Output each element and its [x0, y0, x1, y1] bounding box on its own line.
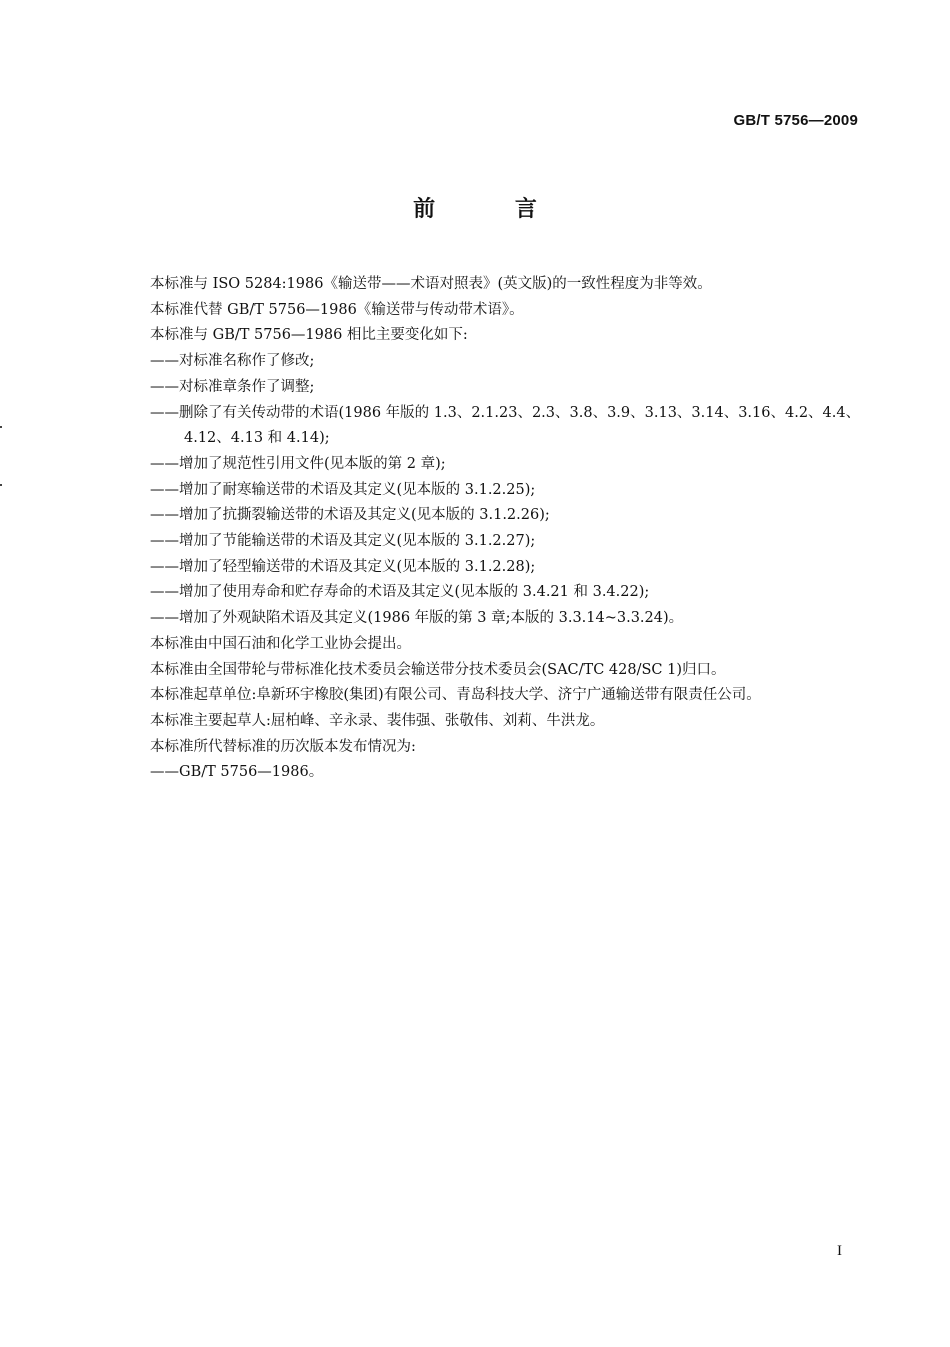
page-number: I	[837, 1243, 842, 1259]
paragraph-committee: 本标准由全国带轮与带标准化技术委员会输送带分技术委员会(SAC/TC 428/SC 1)归口。	[150, 661, 726, 678]
change-item: ——对标准名称作了修改;	[150, 353, 315, 370]
paragraph-drafters: 本标准主要起草人:屈柏峰、辛永录、裴伟强、张敬伟、刘莉、牛洪龙。	[150, 712, 605, 729]
change-item: ——增加了规范性引用文件(见本版的第 2 章);	[150, 455, 446, 472]
margin-mark	[0, 484, 2, 486]
paragraph-replaces: 本标准代替 GB/T 5756—1986《输送带与传动带术语》。	[150, 301, 524, 318]
standard-code: GB/T 5756—2009	[733, 112, 858, 129]
paragraph-consistency: 本标准与 ISO 5284:1986《输送带——术语对照表》(英文版)的一致性程度为非等效。	[150, 276, 712, 292]
change-item: ——增加了抗撕裂输送带的术语及其定义(见本版的 3.1.2.26);	[150, 507, 550, 524]
change-item-continuation: 4.12、4.13 和 4.14);	[184, 430, 330, 447]
change-item: ——增加了节能输送带的术语及其定义(见本版的 3.1.2.27);	[150, 533, 536, 550]
change-item: ——增加了使用寿命和贮存寿命的术语及其定义(见本版的 3.4.21 和 3.4.22);	[150, 584, 650, 601]
change-item: ——增加了轻型输送带的术语及其定义(见本版的 3.1.2.28);	[150, 558, 536, 575]
page-title: 前 言	[413, 197, 573, 222]
change-item: ——删除了有关传动带的术语(1986 年版的 1.3、2.1.23、2.3、3.8、3.9、3.13、3.14、3.16、4.2、4.4、	[150, 404, 861, 421]
paragraph-history-intro: 本标准所代替标准的历次版本发布情况为:	[150, 738, 416, 755]
change-item: ——对标准章条作了调整;	[150, 378, 315, 395]
margin-mark	[0, 426, 2, 428]
paragraph-changes-intro: 本标准与 GB/T 5756—1986 相比主要变化如下:	[150, 327, 468, 344]
foreword-body	[150, 272, 870, 786]
paragraph-proposer: 本标准由中国石油和化学工业协会提出。	[150, 635, 411, 652]
change-item: ——增加了外观缺陷术语及其定义(1986 年版的第 3 章;本版的 3.3.14~3.3.24)。	[150, 610, 684, 627]
paragraph-drafting-units: 本标准起草单位:阜新环宇橡胶(集团)有限公司、青岛科技大学、济宁广通输送带有限责任公司。	[150, 687, 761, 704]
history-item: ——GB/T 5756—1986。	[150, 764, 324, 781]
change-item: ——增加了耐寒输送带的术语及其定义(见本版的 3.1.2.25);	[150, 481, 536, 498]
